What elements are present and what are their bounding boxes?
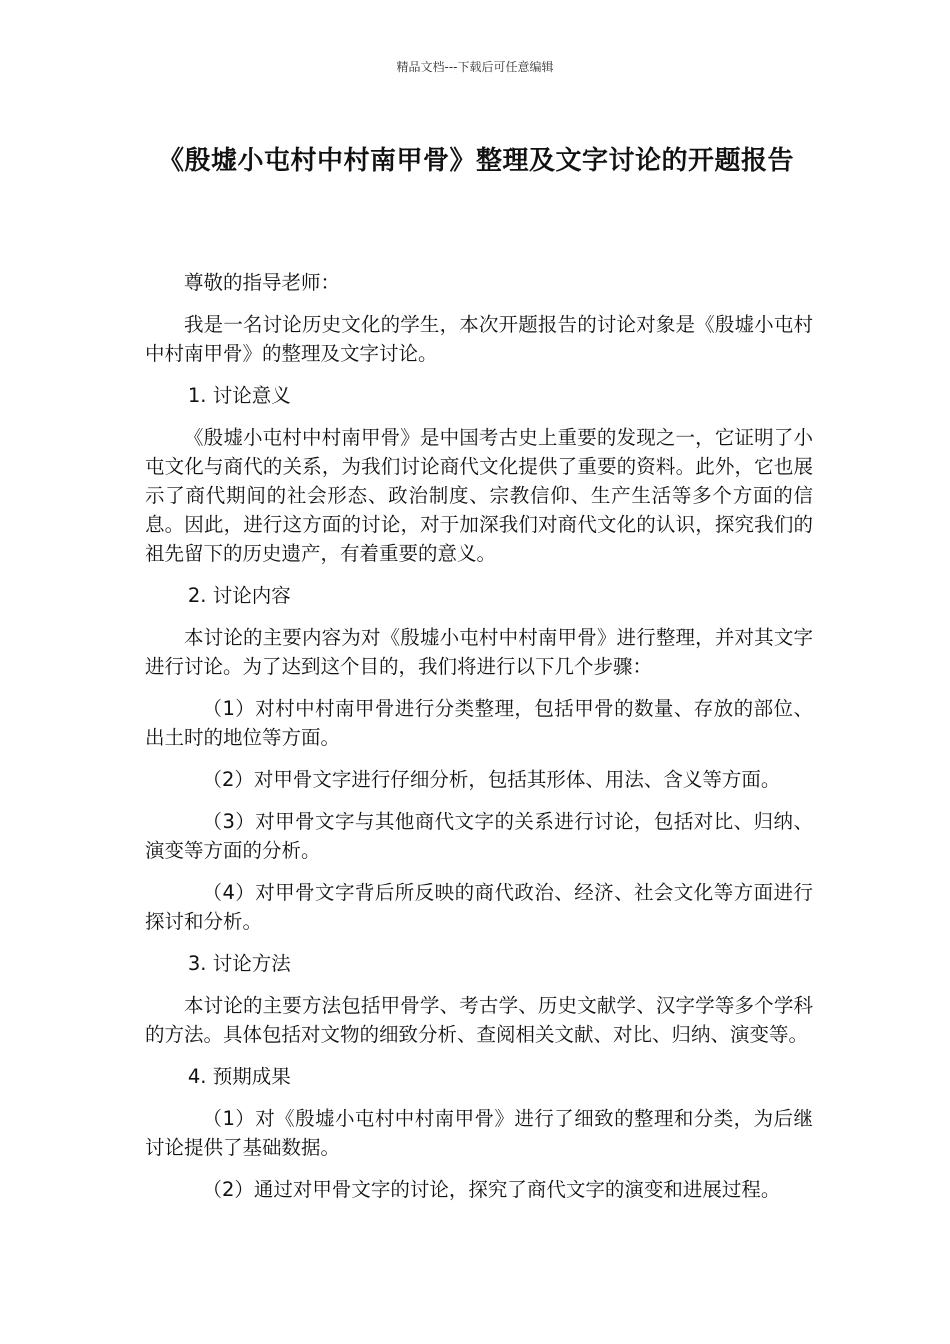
document-body	[145, 268, 813, 1217]
method-paragraph: 本讨论的主要方法包括甲骨学、考古学、历史文献学、汉字学等多个学科的方法。具体包括对文物的细致分析、查阅相关文献、对比、归纳、演变等。	[145, 994, 813, 1046]
content-step-3: （3）对甲骨文字与其他商代文字的关系进行讨论，包括对比、归纳、演变等方面的分析。	[145, 810, 813, 862]
result-item-1: （1）对《殷墟小屯村中村南甲骨》进行了细致的整理和分类，为后继讨论提供了基础数据。	[145, 1107, 813, 1159]
content-step-1: （1）对村中村南甲骨进行分类整理，包括甲骨的数量、存放的部位、出土时的地位等方面。	[145, 697, 813, 749]
section-heading-significance: 1. 讨论意义	[187, 384, 291, 407]
section-heading-method: 3. 讨论方法	[187, 952, 291, 975]
intro-paragraph: 我是一名讨论历史文化的学生，本次开题报告的讨论对象是《殷墟小屯村中村南甲骨》的整理及文字讨论。	[145, 313, 813, 365]
section-heading-results: 4. 预期成果	[187, 1065, 291, 1088]
salutation: 尊敬的指导老师：	[184, 271, 341, 294]
content-step-2: （2）对甲骨文字进行仔细分析，包括其形体、用法、含义等方面。	[202, 768, 781, 791]
content-step-4: （4）对甲骨文字背后所反映的商代政治、经济、社会文化等方面进行探讨和分析。	[145, 881, 813, 933]
header-note: 精品文档---下载后可任意编辑	[396, 60, 554, 74]
significance-paragraph: 《殷墟小屯村中村南甲骨》是中国考古史上重要的发现之一，它证明了小屯文化与商代的关系，为我们讨论商代文化提供了重要的资料。此外，它也展示了商代期间的社会形态、政治制度、宗教信仰、生产生活等多个方面的信息。因此，进行这方面的讨论，对于加深我们对商代文化的认识，探究我们的祖先留下的历史遗产，有着重要的意义。	[145, 426, 813, 565]
result-item-2: （2）通过对甲骨文字的讨论，探究了商代文字的演变和进展过程。	[202, 1178, 781, 1201]
content-paragraph: 本讨论的主要内容为对《殷墟小屯村中村南甲骨》进行整理，并对其文字进行讨论。为了达到这个目的，我们将进行以下几个步骤：	[145, 626, 813, 678]
document-title: 《殷墟小屯村中村南甲骨》整理及文字讨论的开题报告	[157, 146, 794, 176]
section-heading-content: 2. 讨论内容	[187, 584, 291, 607]
